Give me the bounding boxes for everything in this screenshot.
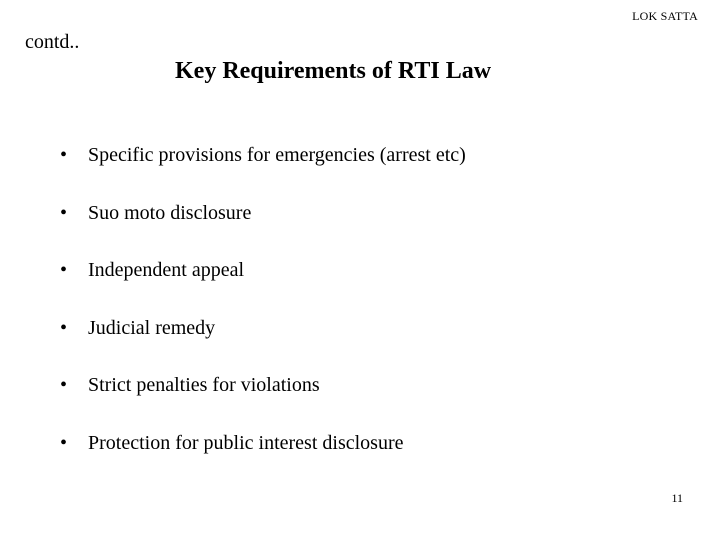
bullet-item	[60, 144, 466, 202]
bullet-text: Specific provisions for emergencies (arrest etc)	[88, 144, 466, 166]
bullet-dot-icon: •	[60, 431, 68, 454]
bullet-dot-icon: •	[60, 144, 68, 166]
bullet-item	[60, 259, 466, 317]
bullet-text: Judicial remedy	[88, 316, 216, 339]
bullet-dot-icon: •	[60, 316, 68, 339]
bullet-dot-icon: •	[60, 201, 68, 224]
bullet-text: Protection for public interest disclosure	[88, 431, 404, 454]
page-number: 11	[671, 491, 683, 505]
bullet-item	[60, 374, 466, 432]
bullet-dot-icon: •	[60, 374, 68, 396]
bullet-item	[60, 317, 466, 375]
slide-title: Key Requirements of RTI Law	[175, 58, 492, 84]
continued-label: contd..	[25, 31, 80, 53]
bullet-dot-icon: •	[60, 259, 68, 281]
bullet-item	[60, 202, 466, 260]
organization-label: LOK SATTA	[632, 9, 698, 23]
bullet-item	[60, 432, 466, 490]
bullet-list	[60, 144, 466, 489]
bullet-text: Strict penalties for violations	[88, 374, 320, 396]
bullet-text: Independent appeal	[88, 259, 245, 281]
bullet-text: Suo moto disclosure	[88, 201, 252, 224]
